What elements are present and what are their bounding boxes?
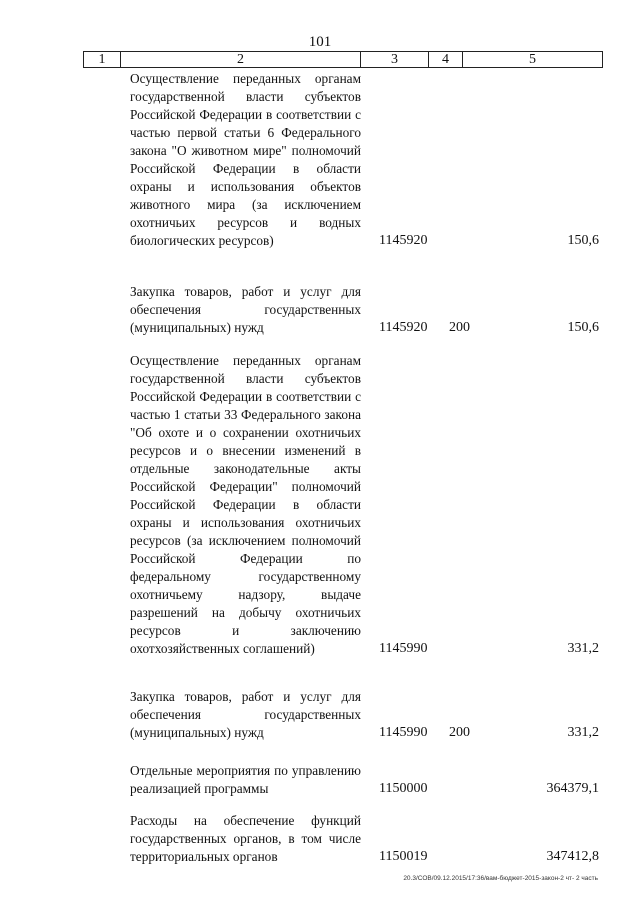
column-header-1: 1: [84, 52, 121, 68]
table-row: [0, 688, 640, 742]
row-code: 1145990: [379, 725, 428, 740]
row-description: Закупка товаров, работ и услуг для обеспечения государственных (муниципальных) нужд: [130, 689, 361, 740]
row-amount: 331,2: [567, 725, 599, 740]
column-header-4: 4: [429, 52, 463, 68]
row-description: Отдельные мероприятия по управлению реализацией программы: [130, 763, 361, 796]
document-footer: 20.3/СОВ/09.12.2015/17:36/вам-бюджет-2015-закон-2 чт- 2 часть: [403, 875, 598, 882]
row-description: Закупка товаров, работ и услуг для обеспечения государственных (муниципальных) нужд: [130, 284, 361, 335]
row-code: 1145920: [379, 320, 428, 335]
row-amount: 364379,1: [546, 781, 599, 796]
row-amount: 150,6: [567, 320, 599, 335]
row-description: Осуществление переданных органам государственной власти субъектов Российской Федерации в соответствии с частью первой статьи 6 Федерального закона "О животном мире" полномочий Российской Федерации в области охраны и использования объектов животного мира (за исключением охотничьих ресурсов и водных биологических ресурсов): [130, 71, 361, 248]
column-header-3: 3: [361, 52, 429, 68]
table-row: [0, 70, 640, 250]
column-header-row: [84, 52, 603, 68]
column-header-2: 2: [121, 52, 361, 68]
row-description: Расходы на обеспечение функций государственных органов, в том числе территориальных органов: [130, 813, 361, 864]
row-code: 1150019: [379, 849, 428, 864]
page-number: 101: [308, 34, 332, 50]
row-amount: 347412,8: [546, 849, 599, 864]
row-code: 1145920: [379, 233, 428, 248]
column-header-table: [83, 51, 603, 68]
row-description: Осуществление переданных органам государственной власти субъектов Российской Федерации в соответствии с частью 1 статьи 33 Федерального закона "Об охоте и о сохранении охотничьих ресурсов и о внесении изменений в отдельные законодательные акты Российской Федерации" полномочий Российской Федерации в области охраны и использования охотничьих ресурсов (за исключением полномочий Российской Федерации по федеральному государственному охотничьему надзору, выдаче разрешений на добычу охотничьих ресурсов и заключению охотхозяйственных соглашений): [130, 353, 361, 656]
row-subcode: 200: [449, 725, 470, 740]
table-row: [0, 352, 640, 658]
column-header-5: 5: [463, 52, 603, 68]
row-amount: 150,6: [567, 233, 599, 248]
table-row: [0, 283, 640, 337]
row-code: 1150000: [379, 781, 428, 796]
table-row: [0, 812, 640, 866]
row-amount: 331,2: [567, 641, 599, 656]
row-subcode: 200: [449, 320, 470, 335]
table-row: [0, 762, 640, 798]
row-code: 1145990: [379, 641, 428, 656]
